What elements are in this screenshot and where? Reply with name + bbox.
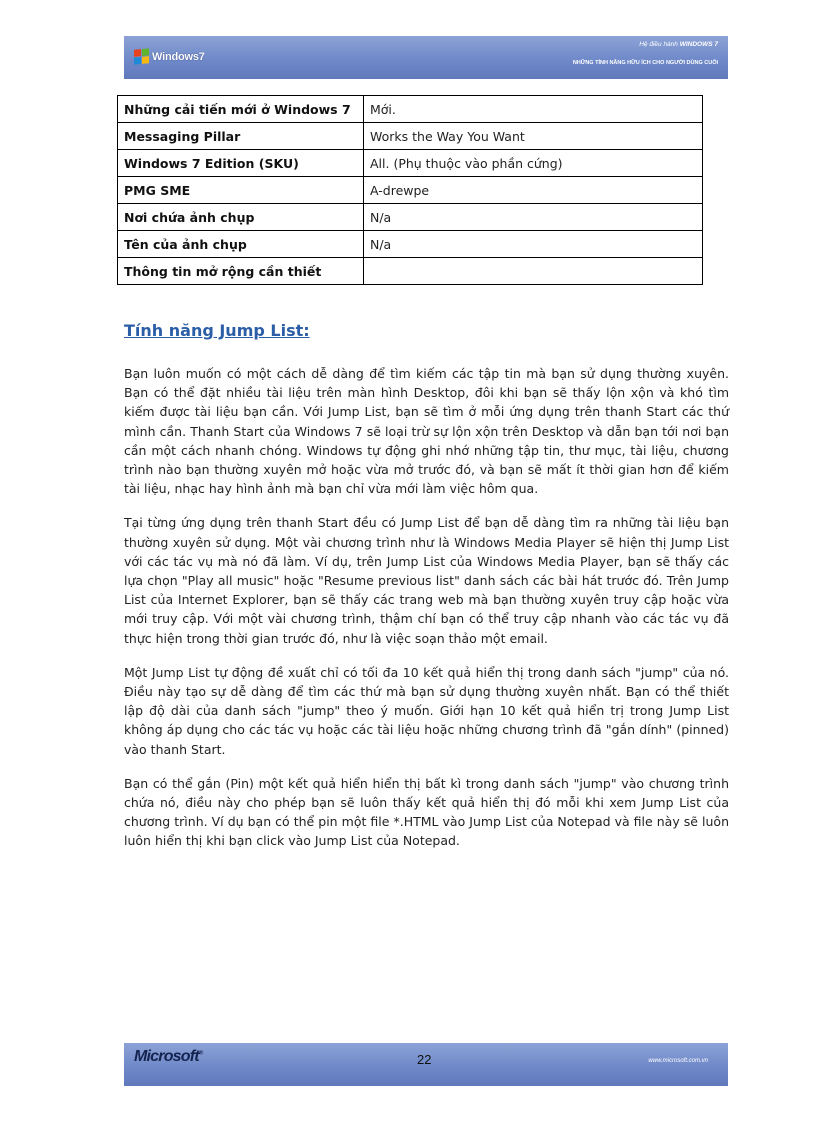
header-banner — [124, 36, 728, 79]
table-row — [118, 150, 703, 177]
row-value: Works the Way You Want — [364, 123, 703, 150]
paragraph: Một Jump List tự động đề xuất chỉ có tối đa 10 kết quả hiển thị trong danh sách "jump" của nó. Điều này tạo sự dễ dàng để tìm các thứ mà bạn sử dụng thường xuyên nhất. Bạn có thể thiết lập độ dài của danh sách "jump" theo ý muốn. Giới hạn 10 kết quả hiển trị trong Jump List không áp dụng cho các tác vụ hoặc các tài liệu hoặc những chương trình đã "gắn dính" (pinned) vào thanh Start. — [124, 664, 729, 757]
row-label: Tên của ảnh chụp — [118, 231, 364, 258]
row-value: A-drewpe — [364, 177, 703, 204]
row-label: Thông tin mở rộng cần thiết — [118, 258, 364, 285]
row-value: N/a — [364, 231, 703, 258]
section-body — [124, 364, 729, 866]
microsoft-logo — [134, 1048, 203, 1066]
paragraph: Bạn luôn muốn có một cách dễ dàng để tìm kiếm các tập tin mà bạn sử dụng thường xuyên. Bạn có thể đặt nhiều tài liệu trên màn hình Desktop, đôi khi bạn sẽ thấy lộn xộn và khó tìm kiếm được tài liệu bạn cần. Với Jump List, bạn sẽ tìm ở mỗi ứng dụng trên thanh Start các thứ mình cần. Thanh Start của Windows 7 sẽ loại trừ sự lộn xộn trên Desktop và dẫn bạn tới nơi bạn cần một cách nhanh chóng. Windows tự động ghi nhớ những tập tin, thư mục, tài liệu, chương trình nào bạn thường xuyên mở hoặc vừa mở trước đó, và bạn sẽ mất ít thời gian hơn để kiếm tài liệu, nhạc hay hình ảnh mà bạn chỉ vừa mới làm việc hôm qua. — [124, 366, 729, 497]
windows7-logo-text: Windows7 — [152, 50, 205, 63]
microsoft-logo-text: Microsoft — [134, 1048, 199, 1065]
paragraph: Tại từng ứng dụng trên thanh Start đều có Jump List để bạn dễ dàng tìm ra những tài liệu bạn thường xuyên sử dụng. Một vài chương trình như là Windows Media Player sẽ hiện thị Jump List với các tác vụ mà nó đã làm. Ví dụ, trên Jump List của Windows Media Player, bạn sẽ thấy các lựa chọn "Play all music" hoặc "Resume previous list" danh sách các bài hát trước đó. Trên Jump List của Internet Explorer, bạn sẽ thấy các trang web mà bạn thường xuyên truy cập hoặc vừa mới truy cập. Với một vài chương trình, thậm chí bạn có thể truy cập nhanh vào các tác vụ đã thực hiện trong thời gian trước đó, như là việc soạn thảo một email. — [124, 515, 729, 646]
footer-url: www.microsoft.com.vn — [648, 1058, 708, 1064]
row-value — [364, 258, 703, 285]
section-title: Tính năng Jump List: — [124, 321, 310, 340]
row-value: Mới. — [364, 96, 703, 123]
table-row — [118, 204, 703, 231]
row-label: Nơi chứa ảnh chụp — [118, 204, 364, 231]
table-row — [118, 177, 703, 204]
footer-banner — [124, 1043, 728, 1086]
row-label: Windows 7 Edition (SKU) — [118, 150, 364, 177]
feature-info-table — [117, 95, 703, 285]
header-title — [639, 41, 718, 48]
header-title-prefix: Hệ điều hành — [639, 41, 680, 48]
windows-flag-icon — [134, 48, 149, 65]
header-title-product: WINDOWS 7 — [679, 41, 718, 48]
windows7-logo — [134, 49, 205, 64]
row-label: Messaging Pillar — [118, 123, 364, 150]
row-label: Những cải tiến mới ở Windows 7 — [118, 96, 364, 123]
registered-mark: ® — [198, 1050, 204, 1057]
table-row — [118, 258, 703, 285]
row-value: N/a — [364, 204, 703, 231]
table-row — [118, 123, 703, 150]
paragraph: Bạn có thể gắn (Pin) một kết quả hiển hiển thị bất kì trong danh sách "jump" vào chương trình chứa nó, điều này cho phép bạn sẽ luôn thấy kết quả hiển thị đó mỗi khi xem Jump List của chương trình. Ví dụ bạn có thể pin một file *.HTML vào Jump List của Notepad và file này sẽ luôn luôn hiển thị khi bạn click vào Jump List của Notepad. — [124, 775, 729, 849]
table-row — [118, 96, 703, 123]
header-subtitle: NHỮNG TÍNH NĂNG HỮU ÍCH CHO NGƯỜI DÙNG CUỐI — [572, 60, 718, 66]
page-number: 22 — [417, 1052, 432, 1067]
table-row — [118, 231, 703, 258]
row-label: PMG SME — [118, 177, 364, 204]
row-value: All. (Phụ thuộc vào phần cứng) — [364, 150, 703, 177]
